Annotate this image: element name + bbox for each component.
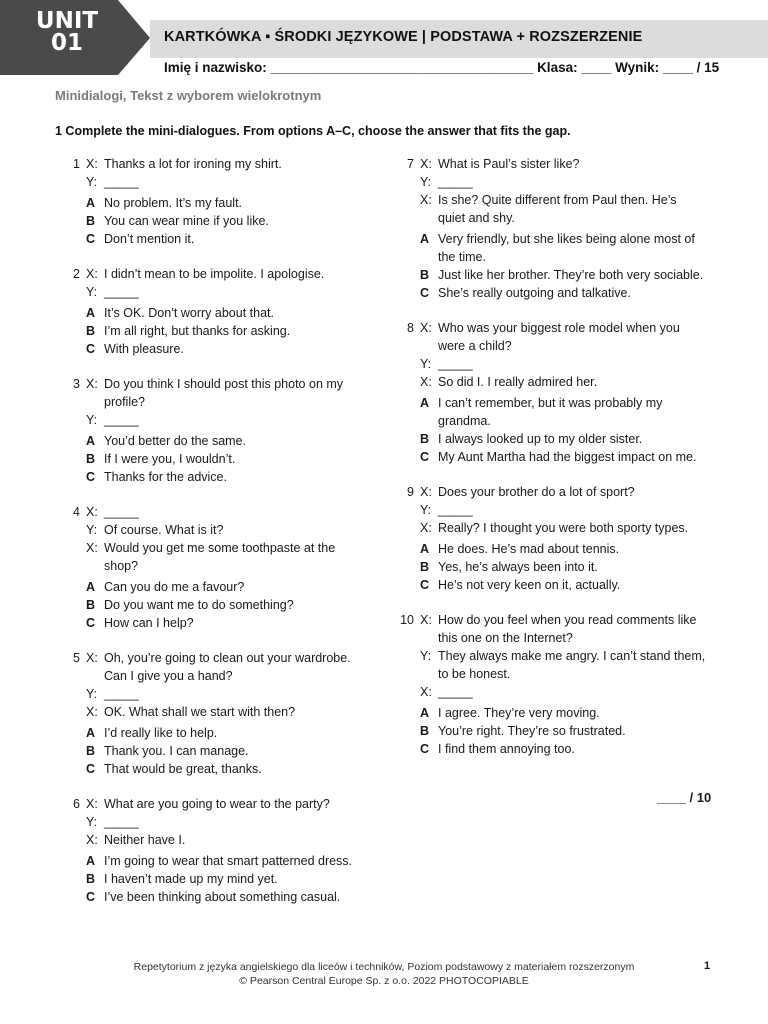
question-number: 1 <box>73 157 80 171</box>
option-letter: B <box>420 560 430 574</box>
option-text: I agree. They’re very moving. <box>438 706 600 720</box>
option-text: Can you do me a favour? <box>104 580 245 594</box>
dialogue-text: What are you going to wear to the party? <box>104 797 330 811</box>
dialogue-line <box>396 191 706 227</box>
option-a[interactable] <box>62 852 362 870</box>
option-text: I find them annoying too. <box>438 742 575 756</box>
question-number: 9 <box>407 485 414 499</box>
speaker-label: Y: <box>86 523 98 537</box>
dialogue-line <box>396 173 706 191</box>
option-b[interactable] <box>396 722 706 740</box>
dialogue-line <box>396 155 706 173</box>
option-letter: C <box>86 890 96 904</box>
option-letter: B <box>86 452 96 466</box>
option-text: Do you want me to do something? <box>104 598 294 612</box>
option-b[interactable] <box>62 742 362 760</box>
speaker-label: Y: <box>86 687 98 701</box>
dialogue-line <box>62 173 362 191</box>
speaker-label: X: <box>86 651 98 665</box>
option-letter: A <box>86 434 96 448</box>
dialogue-text: I didn’t mean to be impolite. I apologise. <box>104 267 325 281</box>
option-a[interactable] <box>396 394 706 430</box>
dialogue-line <box>396 683 706 701</box>
dialogue-line <box>62 521 362 539</box>
dialogue-text: OK. What shall we start with then? <box>104 705 296 719</box>
option-letter: B <box>86 744 96 758</box>
dialogue-text: _____ <box>104 175 139 189</box>
speaker-label: Y: <box>420 503 432 517</box>
speaker-label: Y: <box>86 285 98 299</box>
dialogue-line <box>62 375 362 411</box>
unit-label-word: UNIT <box>35 8 99 34</box>
option-text: I’d really like to help. <box>104 726 218 740</box>
dialogue-text: _____ <box>104 687 139 701</box>
speaker-label: X: <box>86 505 98 519</box>
dialogue-text: What is Paul’s sister like? <box>438 157 580 171</box>
question-number <box>62 703 86 721</box>
option-letter: C <box>86 342 96 356</box>
dialogue-line <box>62 155 362 173</box>
speaker-label: X: <box>86 797 98 811</box>
option-c[interactable] <box>396 284 706 302</box>
dialogue-line <box>396 647 706 683</box>
question-number <box>62 411 86 429</box>
question-number: 2 <box>73 267 80 281</box>
speaker-label: X: <box>420 157 432 171</box>
speaker-label: X: <box>420 685 432 699</box>
question-number: 8 <box>407 321 414 335</box>
dialogue-line <box>62 813 362 831</box>
question-number <box>62 685 86 703</box>
option-letter: B <box>86 214 96 228</box>
speaker-label: Y: <box>86 413 98 427</box>
dialogue-line <box>62 685 362 703</box>
option-text: She’s really outgoing and talkative. <box>438 286 631 300</box>
question-number <box>396 683 420 701</box>
option-text: I always looked up to my older sister. <box>438 432 643 446</box>
question-7 <box>396 155 706 302</box>
answer-options <box>62 194 362 248</box>
speaker-label: X: <box>86 541 98 555</box>
dialogue-line <box>62 411 362 429</box>
question-number <box>62 831 86 849</box>
dialogue-text: _____ <box>104 285 139 299</box>
question-4 <box>62 503 362 632</box>
speaker-label: Y: <box>86 815 98 829</box>
option-a[interactable] <box>62 724 362 742</box>
question-number <box>396 191 420 227</box>
question-number: 10 <box>400 613 414 627</box>
speaker-label: Y: <box>420 357 432 371</box>
dialogue-text: Do you think I should post this photo on my profile? <box>104 377 344 409</box>
option-letter: B <box>420 724 430 738</box>
dialogue-text: _____ <box>438 503 473 517</box>
footer-copyright: © Pearson Central Europe Sp. z o.o. 2022 PHOTOCOPIABLE <box>239 975 529 987</box>
footer-book-title: Repetytorium z języka angielskiego dla liceów i techników, Poziom podstawowy z materiałem rozszerzonym <box>133 961 635 973</box>
section-subtitle: Minidialogi, Tekst z wyborem wielokrotnym <box>55 88 322 103</box>
dialogue-text: Oh, you’re going to clean out your wardrobe. Can I give you a hand? <box>104 651 351 683</box>
option-b[interactable] <box>62 450 362 468</box>
option-text: Just like her brother. They’re both very sociable. <box>438 268 704 282</box>
score-box: ____ / 10 <box>657 790 712 805</box>
exercise-instruction: 1 Complete the mini-dialogues. From options A–C, choose the answer that fits the gap. <box>55 124 571 138</box>
option-a[interactable] <box>62 432 362 450</box>
option-letter: C <box>420 578 430 592</box>
option-letter: C <box>86 470 96 484</box>
option-letter: B <box>420 432 430 446</box>
dialogue-text: Thanks a lot for ironing my shirt. <box>104 157 282 171</box>
question-number <box>62 283 86 301</box>
option-text: Very friendly, but she likes being alone most of the time. <box>438 232 695 264</box>
dialogue-text: Really? I thought you were both sporty types. <box>438 521 689 535</box>
question-9 <box>396 483 706 594</box>
unit-label-number: 01 <box>50 30 83 56</box>
option-letter: B <box>420 268 430 282</box>
option-b[interactable] <box>62 212 362 230</box>
footer <box>0 960 768 988</box>
page-title: KARTKÓWKA ▪ ŚRODKI JĘZYKOWE | PODSTAWA + ROZSZERZENIE <box>164 29 643 45</box>
dialogue-line <box>396 519 706 537</box>
question-number <box>396 173 420 191</box>
question-number: 4 <box>73 505 80 519</box>
option-c[interactable] <box>62 340 362 358</box>
dialogue-text: So did I. I really admired her. <box>438 375 598 389</box>
dialogue-line <box>396 611 706 647</box>
question-number: 7 <box>407 157 414 171</box>
option-text: He’s not very keen on it, actually. <box>438 578 621 592</box>
dialogue-line <box>62 503 362 521</box>
speaker-label: X: <box>86 267 98 281</box>
speaker-label: X: <box>420 613 432 627</box>
option-b[interactable] <box>62 322 362 340</box>
question-number <box>396 519 420 537</box>
question-2 <box>62 265 362 358</box>
option-text: How can I help? <box>104 616 194 630</box>
option-b[interactable] <box>62 870 362 888</box>
answer-options <box>396 540 706 594</box>
option-c[interactable] <box>62 760 362 778</box>
option-text: Don’t mention it. <box>104 232 195 246</box>
dialogue-text: _____ <box>104 505 139 519</box>
right-column <box>396 155 706 775</box>
dialogue-text: How do you feel when you read comments like this one on the Internet? <box>438 613 697 645</box>
dialogue-text: _____ <box>438 357 473 371</box>
option-c[interactable] <box>62 888 362 906</box>
option-a[interactable] <box>62 304 362 322</box>
option-b[interactable] <box>396 430 706 448</box>
option-c[interactable] <box>396 576 706 594</box>
question-number <box>396 355 420 373</box>
answer-options <box>396 230 706 302</box>
question-number <box>62 813 86 831</box>
speaker-label: X: <box>420 321 432 335</box>
question-number: 6 <box>73 797 80 811</box>
dialogue-text: Is she? Quite different from Paul then. He’s quiet and shy. <box>438 193 677 225</box>
speaker-label: X: <box>86 377 98 391</box>
speaker-label: X: <box>420 485 432 499</box>
speaker-label: X: <box>86 157 98 171</box>
dialogue-text: _____ <box>104 413 139 427</box>
option-b[interactable] <box>396 558 706 576</box>
answer-options <box>62 432 362 486</box>
option-letter: A <box>420 706 430 720</box>
option-a[interactable] <box>396 230 706 266</box>
option-letter: C <box>420 742 430 756</box>
option-text: No problem. It’s my fault. <box>104 196 243 210</box>
dialogue-text: Would you get me some toothpaste at the shop? <box>104 541 336 573</box>
option-letter: C <box>420 450 430 464</box>
question-number <box>396 373 420 391</box>
question-number <box>62 539 86 575</box>
dialogue-line <box>62 649 362 685</box>
option-letter: A <box>420 396 430 410</box>
speaker-label: X: <box>420 193 432 207</box>
dialogue-line <box>396 483 706 501</box>
option-letter: C <box>86 762 96 776</box>
option-b[interactable] <box>62 596 362 614</box>
answer-options <box>396 394 706 466</box>
dialogue-line <box>396 373 706 391</box>
dialogue-text: Neither have I. <box>104 833 186 847</box>
question-5 <box>62 649 362 778</box>
option-letter: A <box>420 542 430 556</box>
answer-options <box>62 304 362 358</box>
dialogue-text: Who was your biggest role model when you were a child? <box>438 321 680 353</box>
speaker-label: Y: <box>420 649 432 663</box>
speaker-label: Y: <box>86 175 98 189</box>
question-6 <box>62 795 362 906</box>
speaker-label: X: <box>86 833 98 847</box>
option-text: I’m going to wear that smart patterned dress. <box>104 854 353 868</box>
question-number <box>396 647 420 683</box>
question-1 <box>62 155 362 248</box>
student-fields: Imię i nazwisko: ___________________________________ Klasa: ____ Wynik: ____ / 15 <box>164 60 720 75</box>
option-letter: A <box>86 726 96 740</box>
option-letter: C <box>86 616 96 630</box>
option-text: My Aunt Martha had the biggest impact on me. <box>438 450 697 464</box>
answer-options <box>62 724 362 778</box>
speaker-label: Y: <box>420 175 432 189</box>
dialogue-text: _____ <box>104 815 139 829</box>
dialogue-text: _____ <box>438 685 473 699</box>
option-text: I’m all right, but thanks for asking. <box>104 324 291 338</box>
option-a[interactable] <box>396 540 706 558</box>
answer-options <box>62 578 362 632</box>
option-c[interactable] <box>62 468 362 486</box>
dialogue-line <box>396 319 706 355</box>
option-letter: C <box>420 286 430 300</box>
option-a[interactable] <box>396 704 706 722</box>
page-number: 1 <box>704 960 711 972</box>
dialogue-line <box>62 539 362 575</box>
option-letter: B <box>86 324 96 338</box>
question-8 <box>396 319 706 466</box>
option-text: I’ve been thinking about something casual. <box>104 890 341 904</box>
option-c[interactable] <box>396 740 706 758</box>
option-letter: A <box>86 196 96 210</box>
option-c[interactable] <box>396 448 706 466</box>
dialogue-line <box>396 355 706 373</box>
dialogue-text: Of course. What is it? <box>104 523 224 537</box>
dialogue-text: They always make me angry. I can’t stand them, to be honest. <box>438 649 706 681</box>
option-text: Yes, he’s always been into it. <box>438 560 598 574</box>
question-number: 3 <box>73 377 80 391</box>
option-text: You’re right. They’re so frustrated. <box>438 724 626 738</box>
option-letter: B <box>86 872 96 886</box>
option-text: He does. He’s mad about tennis. <box>438 542 620 556</box>
answer-options <box>62 852 362 906</box>
option-text: I haven’t made up my mind yet. <box>104 872 278 886</box>
dialogue-line <box>62 831 362 849</box>
dialogue-line <box>62 795 362 813</box>
question-number: 5 <box>73 651 80 665</box>
option-b[interactable] <box>396 266 706 284</box>
option-a[interactable] <box>62 578 362 596</box>
option-letter: C <box>86 232 96 246</box>
option-text: It’s OK. Don’t worry about that. <box>104 306 274 320</box>
option-c[interactable] <box>62 614 362 632</box>
option-letter: A <box>86 854 96 868</box>
option-c[interactable] <box>62 230 362 248</box>
option-text: Thank you. I can manage. <box>104 744 249 758</box>
question-number <box>62 173 86 191</box>
option-text: You can wear mine if you like. <box>104 214 269 228</box>
dialogue-text: Does your brother do a lot of sport? <box>438 485 635 499</box>
speaker-label: X: <box>86 705 98 719</box>
option-text: That would be great, thanks. <box>104 762 262 776</box>
dialogue-line <box>62 265 362 283</box>
dialogue-line <box>396 501 706 519</box>
option-letter: A <box>420 232 430 246</box>
answer-options <box>396 704 706 758</box>
option-text: If I were you, I wouldn’t. <box>104 452 236 466</box>
option-letter: B <box>86 598 96 612</box>
option-letter: A <box>86 306 96 320</box>
option-text: Thanks for the advice. <box>104 470 227 484</box>
unit-label <box>22 10 112 54</box>
dialogue-line <box>62 283 362 301</box>
question-10 <box>396 611 706 758</box>
option-letter: A <box>86 580 96 594</box>
speaker-label: X: <box>420 521 432 535</box>
option-text: With pleasure. <box>104 342 184 356</box>
question-3 <box>62 375 362 486</box>
question-number <box>396 501 420 519</box>
option-a[interactable] <box>62 194 362 212</box>
speaker-label: X: <box>420 375 432 389</box>
option-text: You’d better do the same. <box>104 434 246 448</box>
left-column <box>62 155 362 923</box>
dialogue-line <box>62 703 362 721</box>
dialogue-text: _____ <box>438 175 473 189</box>
question-number <box>62 521 86 539</box>
option-text: I can’t remember, but it was probably my grandma. <box>438 396 663 428</box>
